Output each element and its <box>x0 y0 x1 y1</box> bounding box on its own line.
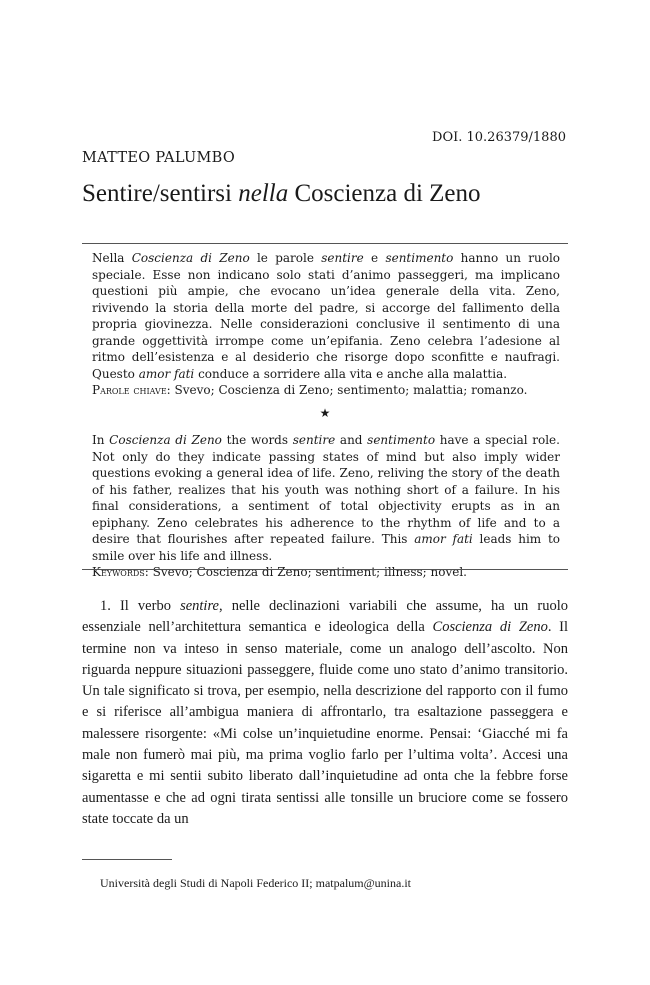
italic-run: sentire <box>321 251 364 265</box>
text-run: , nelle declinazioni variabili che assume, ha un ruolo essenziale nell’architettura semantica e ideologica della <box>82 598 569 636</box>
italic-run: Coscienza di Zeno <box>432 619 548 636</box>
text-run: Nella <box>92 251 132 265</box>
keywords-list: : Svevo; Coscienza di Zeno; sentimento; malattia; romanzo. <box>166 383 528 397</box>
italic-run: sentimento <box>385 251 454 265</box>
author-name: MATTEO PALUMBO <box>82 150 236 166</box>
text-run: 1. Il verbo <box>100 598 181 614</box>
keywords-label: Parole chiave <box>92 383 167 397</box>
italic-run: Coscienza di Zeno <box>131 251 250 265</box>
text-run: . Il termine non va inteso in senso materiale, come un analogo dell’ascolto. Non riguarda neppure situazioni passeggere, fluide come uno stato d’animo transitorio. Un tale significato si trova, per esempio, nella descrizione del rapporto con il fumo e si riferisce all’ambigua maniera di affrontarlo, tra esaltazione passeggera e malessere risorgente: «Mi colse un’inquietudine enorme. Pensai: ‘Giacché mi fa male non fumerò mai più, ma prima voglio farlo per l’ultima volta’. Accesi una sigaretta e mi sentii subito liberato dall’inquietudine ad onta che la febbre forse aumentasse e che ad ogni tirata sentissi alle tonsille un bruciore come se fossero state toccate da un <box>82 619 569 827</box>
italic-run: amor fati <box>138 366 195 381</box>
abstract-top-rule <box>82 243 568 244</box>
doi-label: DOI. 10.26379/1880 <box>432 130 566 145</box>
abstract-text <box>92 432 560 564</box>
body-text <box>82 596 568 830</box>
title-emphasis: nella <box>238 180 289 207</box>
title-part: Sentire/sentirsi <box>82 180 239 207</box>
keywords-label: Keywords <box>92 565 145 579</box>
italic-run: sentimento <box>367 433 436 447</box>
italic-run: Coscienza di Zeno <box>109 433 222 447</box>
italic-run: sentire <box>292 433 336 447</box>
footnote-affiliation: Università degli Studi di Napoli Federico II; matpalum@unina.it <box>100 876 411 890</box>
text-run: conduce a sorridere alla vita e anche alla malattia. <box>194 366 508 381</box>
keywords-list: : Svevo; Coscienza di Zeno; sentiment; illness; novel. <box>144 565 467 579</box>
body-paragraph <box>82 596 568 830</box>
keywords-line <box>92 382 560 399</box>
italic-run: amor fati <box>414 532 473 546</box>
text-run: and <box>335 433 368 447</box>
abstract-english <box>92 432 560 581</box>
footnote-rule <box>82 859 172 860</box>
abstract-text <box>92 250 560 382</box>
abstract-bottom-rule <box>82 569 568 570</box>
keywords-line <box>92 564 560 581</box>
abstract-italian <box>92 250 560 399</box>
text-run: le parole <box>249 251 322 265</box>
italic-run: sentire <box>180 598 219 614</box>
text-run: leads him to smile over his life and illness. <box>92 532 560 563</box>
text-run: In <box>92 433 110 447</box>
title-part: Coscienza di Zeno <box>288 180 481 207</box>
text-run: the words <box>221 433 293 447</box>
text-run: hanno un ruolo speciale. Esse non indicano solo stati d’animo passeggeri, ma implicano questioni più ampie, che evocano un’idea generale della vita. Zeno, rivivendo la storia della morte del padre, si accorge del fallimento della propria giovinezza. Nelle considerazioni conclusive il sentimento di una grande oggettività irrompe come un’epifania. Zeno celebra l’adesione al ritmo dell’esistenza e al desiderio che risorge dopo sconfitte e naufragi. Questo <box>92 251 561 381</box>
text-run: have a special role. Not only do they indicate passing states of mind but also imply wider questions evoking a general idea of life. Zeno, reliving the story of the death of his father, realizes that his youth was nothing short of a failure. In his final considerations, a sentiment of total objectivity erupts as in an epiphany. Zeno celebrates his adherence to the rhythm of life and to a desire that flourishes after repeated failure. This <box>92 433 560 546</box>
article-title <box>82 180 481 208</box>
separator-star: ★ <box>319 406 331 420</box>
text-run: e <box>363 251 386 265</box>
